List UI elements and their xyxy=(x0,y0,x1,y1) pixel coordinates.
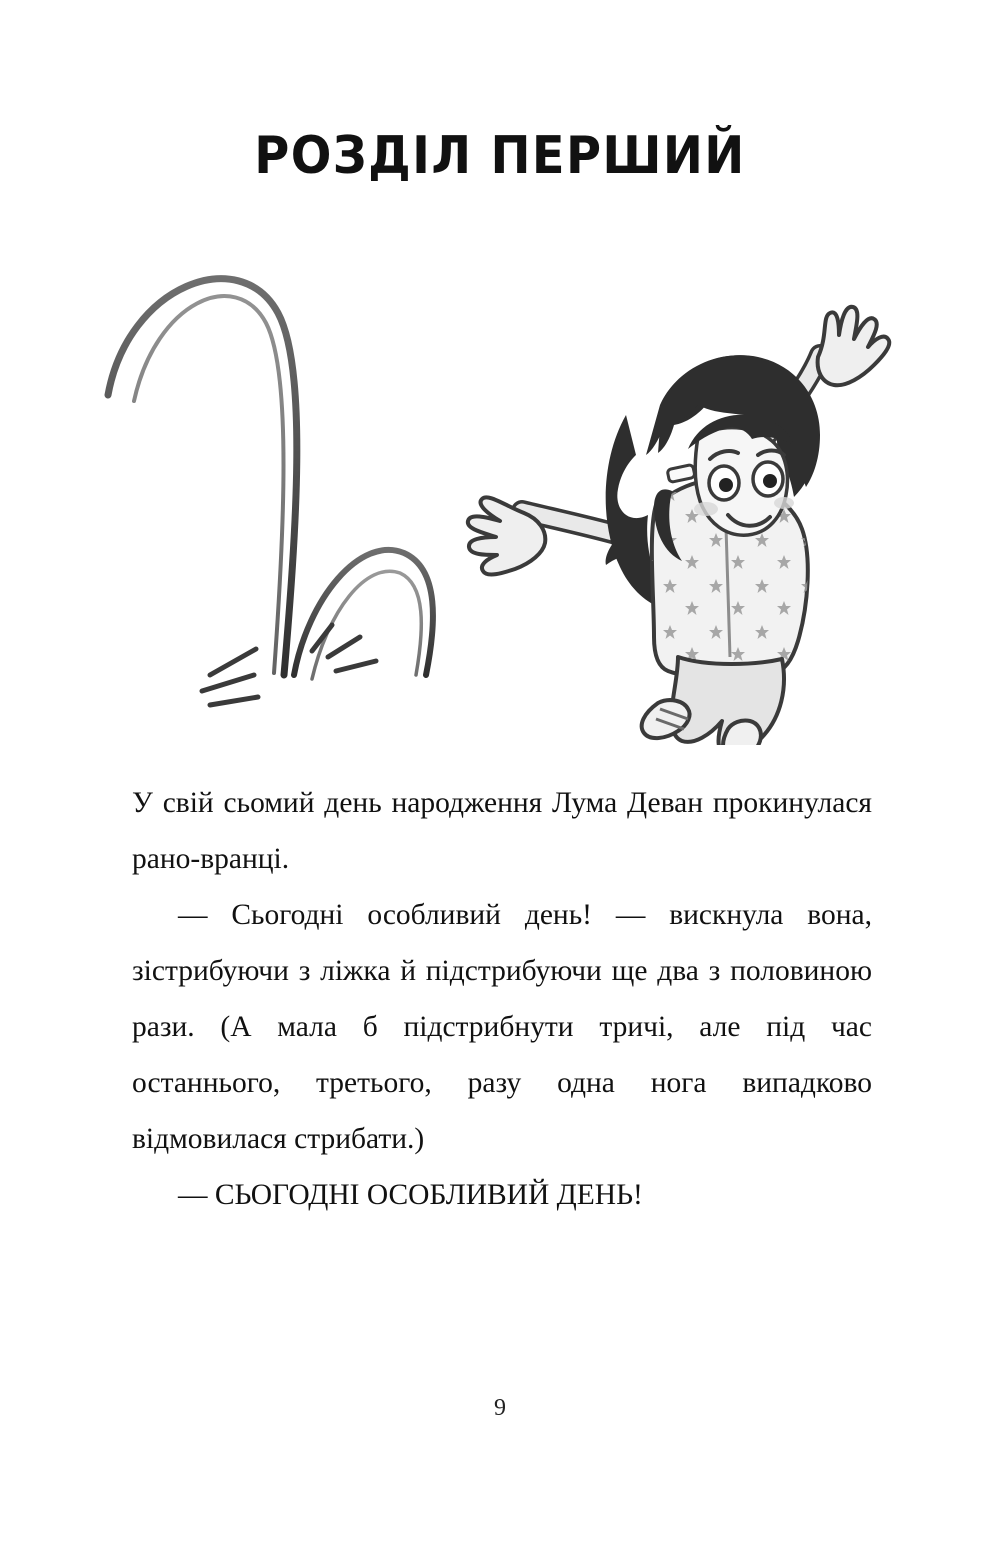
jump-arc-large xyxy=(108,279,297,675)
girl-jumping-illustration xyxy=(60,205,940,745)
girl-left-arm xyxy=(468,497,620,574)
body-text xyxy=(132,775,872,1223)
paragraph-1: У свій сьомий день народження Лума Деван прокинулася рано-вранці. xyxy=(132,787,872,875)
paragraph-2: — Сьогодні особливий день! — вискнула вона, зістрибуючи з ліжка й підстрибуючи ще два з половиною рази. (А мала б підстрибнути тричі, але під час останнього, третього, разу одна нога випадково відмовилася стрибати.) xyxy=(132,899,872,1155)
jump-arc-small xyxy=(294,550,433,679)
paragraph-3: — СЬОГОДНІ ОСОБЛИВИЙ ДЕНЬ! xyxy=(178,1179,643,1211)
page-title: РОЗДІЛ ПЕРШИЙ xyxy=(254,126,746,186)
page-number: 9 xyxy=(494,1395,506,1421)
girl-figure xyxy=(468,307,889,745)
